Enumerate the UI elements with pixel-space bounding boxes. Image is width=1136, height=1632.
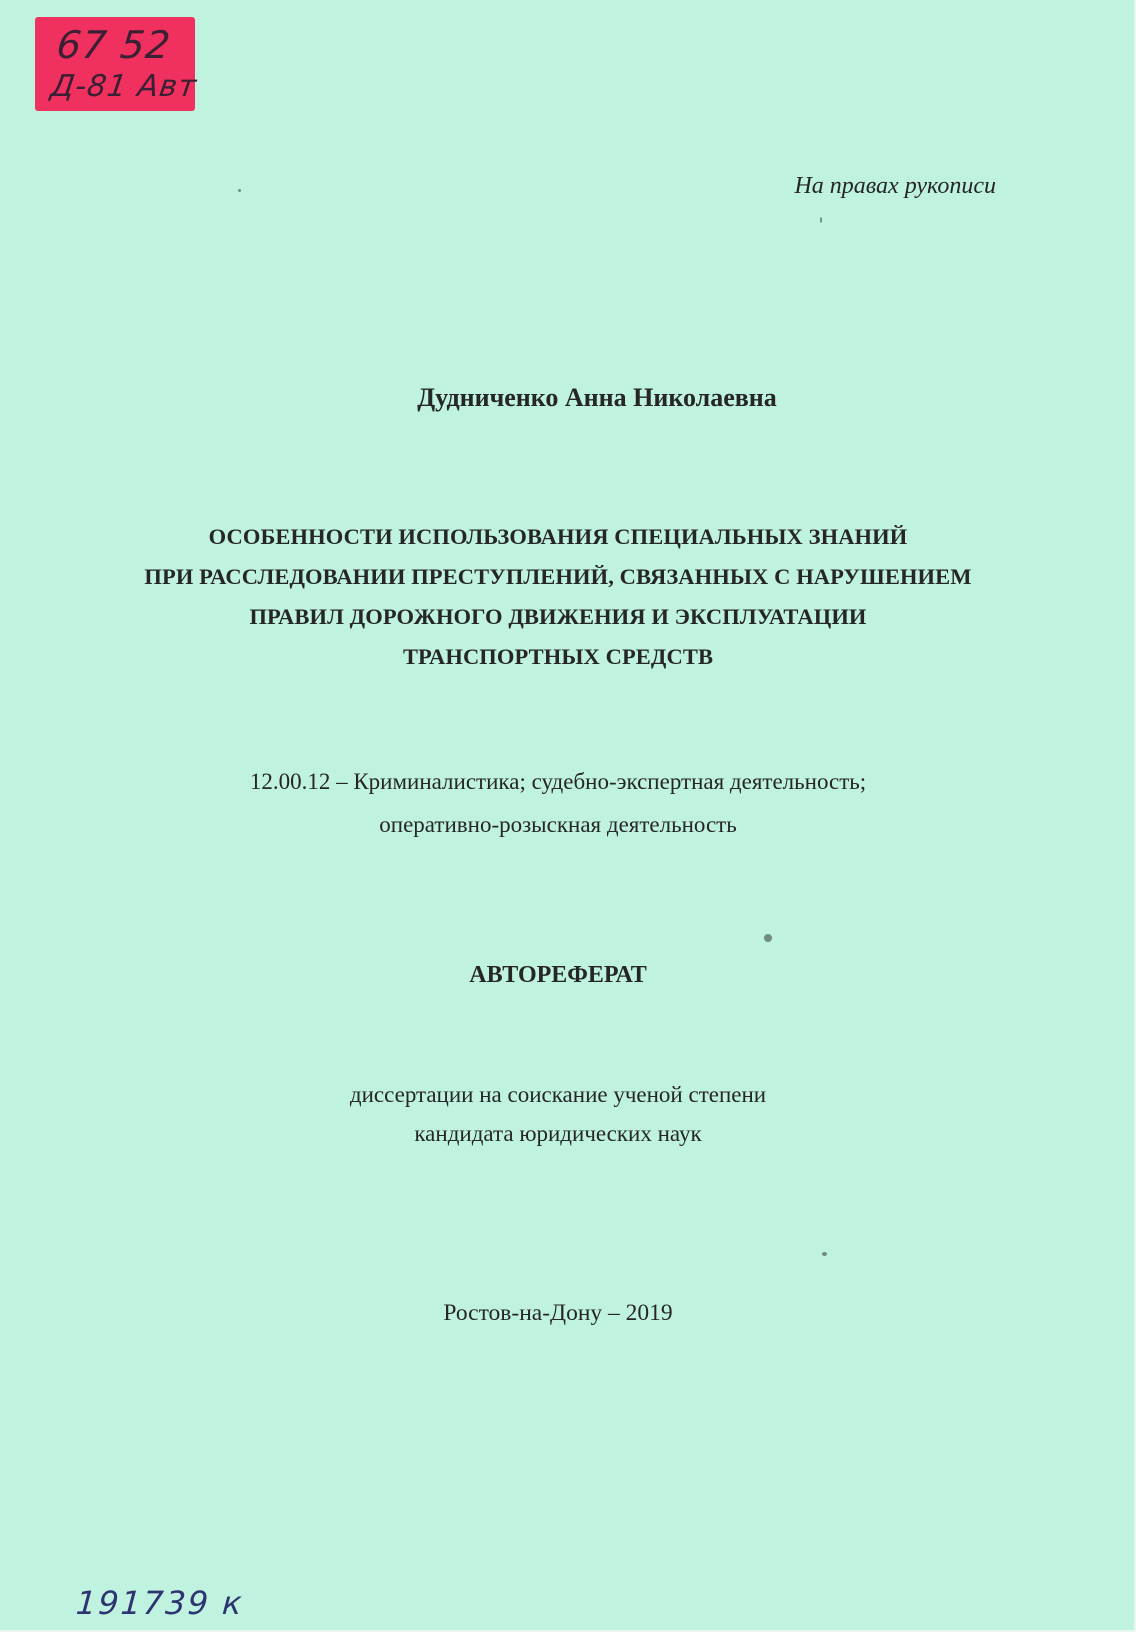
degree-description <box>0 1075 1116 1153</box>
title-line: ПРИ РАССЛЕДОВАНИИ ПРЕСТУПЛЕНИЙ, СВЯЗАННЫХ С НАРУШЕНИЕМ <box>144 564 972 589</box>
specialty-line: 12.00.12 – Криминалистика; судебно-экспертная деятельность; <box>249 769 867 794</box>
paper-speck <box>238 189 241 192</box>
call-number-line-1: 67 52 <box>54 23 174 67</box>
author-name: Дудниченко Анна Николаевна <box>417 383 777 412</box>
handwritten-inventory-number: 191739 к <box>74 1584 245 1622</box>
title-line: ТРАНСПОРТНЫХ СРЕДСТВ <box>402 644 714 669</box>
paper-speck <box>820 217 822 223</box>
degree-line: кандидата юридических наук <box>414 1121 702 1146</box>
place-and-year: Ростов-на-Дону – 2019 <box>443 1300 673 1326</box>
degree-line: диссертации на соискание ученой степени <box>349 1082 767 1107</box>
title-line: ПРАВИЛ ДОРОЖНОГО ДВИЖЕНИЯ И ЭКСПЛУАТАЦИИ <box>249 604 867 629</box>
library-call-number-label <box>35 17 200 111</box>
specialty-code <box>0 760 1116 846</box>
specialty-line: оперативно-розыскная деятельность <box>379 812 737 837</box>
rights-note: На правах рукописи <box>794 173 996 199</box>
dissertation-title <box>0 517 1116 677</box>
title-line: ОСОБЕННОСТИ ИСПОЛЬЗОВАНИЯ СПЕЦИАЛЬНЫХ ЗНАНИЙ <box>208 524 908 549</box>
document-type: АВТОРЕФЕРАТ <box>469 962 647 988</box>
call-number-line-2: Д-81 Авт <box>48 69 200 104</box>
paper-speck <box>822 1252 827 1256</box>
paper-speck <box>764 934 772 942</box>
